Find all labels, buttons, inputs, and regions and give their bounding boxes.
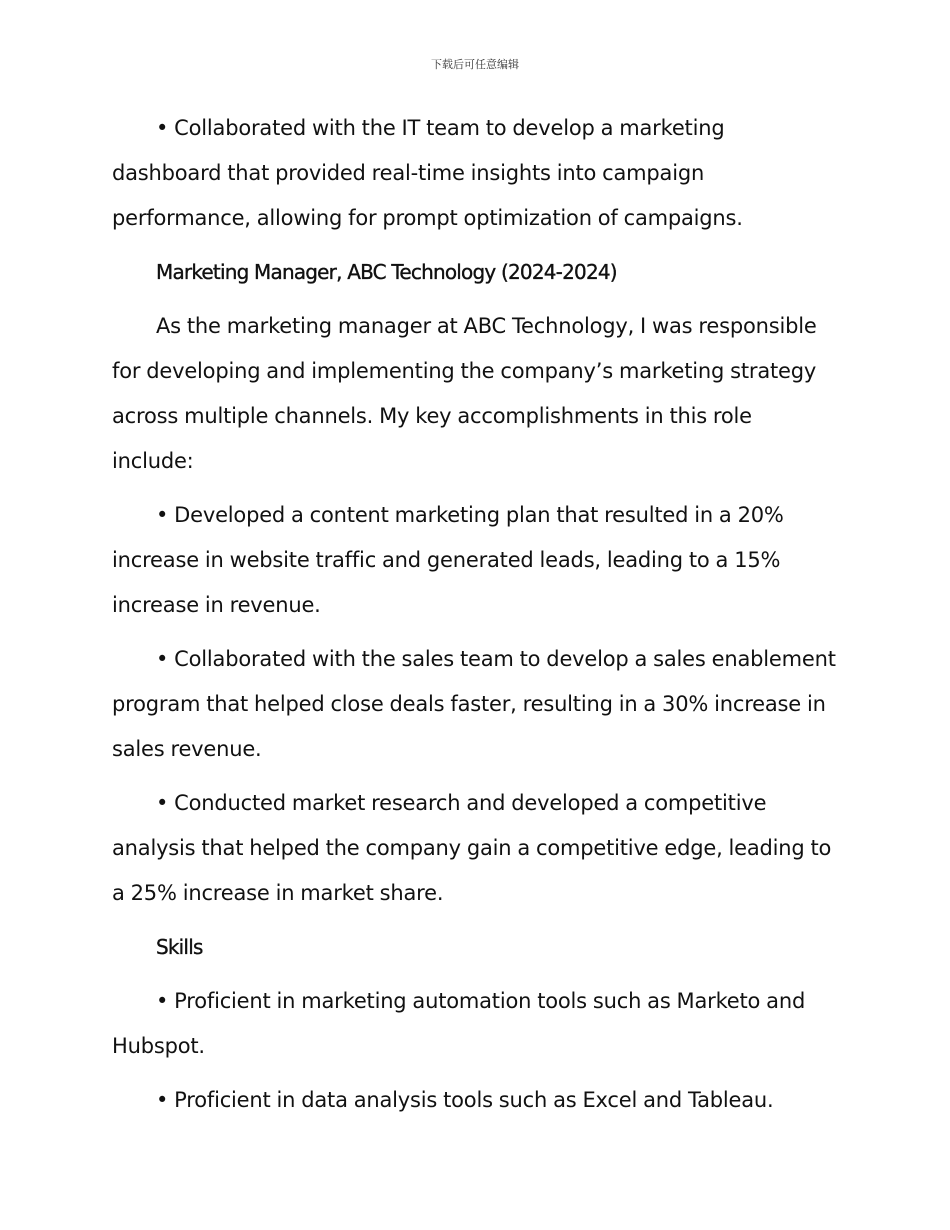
job-heading-marketing-manager: Marketing Manager, ABC Technology (2024-2024) bbox=[156, 260, 617, 284]
skills-heading: Skills bbox=[156, 935, 203, 959]
bullet-it-dashboard: • Collaborated with the IT team to develop a marketing dashboard that provided real-time insights into campaign performance, allowing for prompt optimization of campaigns. bbox=[112, 116, 743, 230]
skill-data-analysis: • Proficient in data analysis tools such as Excel and Tableau. bbox=[156, 1088, 774, 1112]
role-summary-paragraph: As the marketing manager at ABC Technology, I was responsible for developing and implementing the company’s marketing strategy across multiple channels. My key accomplishments in this role include: bbox=[112, 314, 817, 473]
bullet-sales-enablement: • Collaborated with the sales team to develop a sales enablement program that helped close deals faster, resulting in a 30% increase in sales revenue. bbox=[112, 647, 836, 761]
document-body bbox=[112, 106, 836, 1132]
bullet-market-research: • Conducted market research and developed a competitive analysis that helped the company gain a competitive edge, leading to a 25% increase in market share. bbox=[112, 791, 832, 905]
bullet-content-marketing: • Developed a content marketing plan that resulted in a 20% increase in website traffic and generated leads, leading to a 15% increase in revenue. bbox=[112, 503, 784, 617]
skill-marketing-automation: • Proficient in marketing automation tools such as Marketo and Hubspot. bbox=[112, 989, 806, 1058]
header-note: 下载后可任意编辑 bbox=[431, 58, 519, 71]
